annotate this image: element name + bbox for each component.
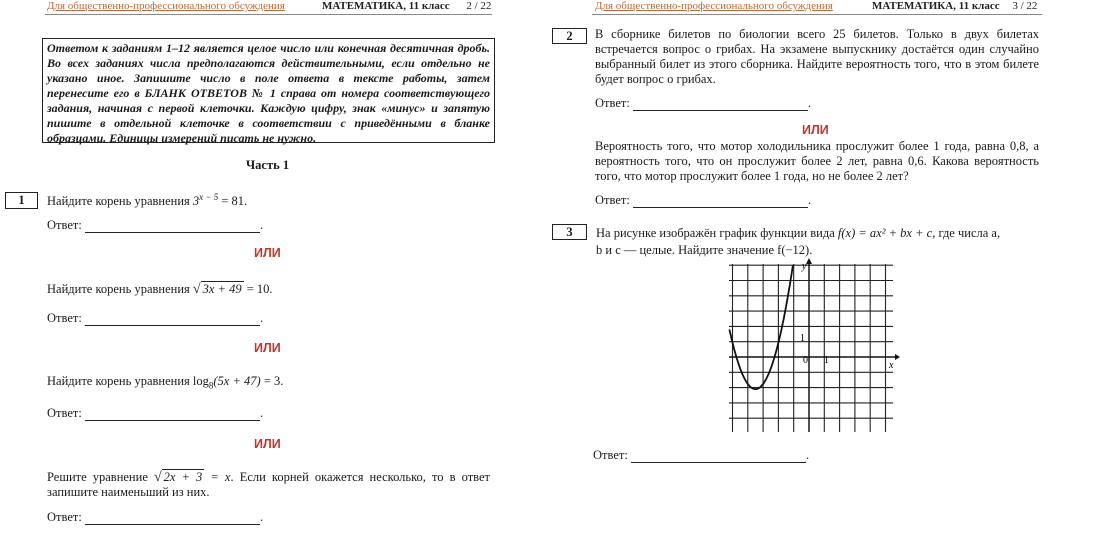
answer-4-field[interactable] [85, 511, 260, 525]
x-axis-arrow-icon [895, 354, 900, 360]
answer-task-2: Ответ: . [595, 96, 812, 110]
task-3-suffix: , где числа a, [932, 226, 1001, 240]
left-header-rule [45, 14, 492, 15]
part-title: Часть 1 [246, 158, 290, 172]
answer-1-label: Ответ: [47, 218, 82, 232]
parabola-graph [725, 258, 900, 436]
answer-3-label: Ответ: [47, 406, 82, 420]
left-header-subject [322, 0, 491, 12]
variant-2-rest: = 10. [246, 282, 273, 296]
variant-3-log-base: 8 [208, 380, 214, 391]
origin-label: 0 [803, 355, 808, 366]
right-header-page: 3 / 22 [1012, 0, 1038, 12]
answer-task-3-field[interactable] [631, 449, 806, 463]
left-header-page: 2 / 22 [466, 0, 492, 12]
task-3-func: f(x) = ax² + bx + c [837, 226, 933, 240]
answer-1: Ответ: . [47, 218, 264, 232]
variant-3-arg: (5x + 47) [213, 374, 261, 388]
task-3-number: 3 [552, 224, 587, 240]
answer-task-2-label: Ответ: [595, 96, 630, 110]
answer-task-3: Ответ: . [593, 448, 810, 462]
answer-1-field[interactable] [85, 219, 260, 233]
task-1-variant-4 [47, 470, 490, 500]
task-3-prefix: На рисунке изображён график функции вида [596, 226, 835, 240]
graph-grid [729, 264, 893, 432]
answer-2-field[interactable] [85, 312, 260, 326]
unit-y-label: 1 [800, 333, 805, 344]
task-2-alt-text: Вероятность того, что мотор холодильника прослужит более 1 года, равна 0,8, а вероятность того, что он прослужит более 2 лет, равна 0,6. Какова вероятность того, что мотор прослужит более 1 года, но не более 2 лет? [595, 139, 1039, 183]
variant-4-radicand: 2x + 3 [163, 470, 203, 484]
answer-3-field[interactable] [85, 407, 260, 421]
task-3-line-1 [596, 226, 1040, 241]
instructions-box: Ответом к заданиям 1–12 является целое число или конечная десятичная дробь. Во всех заданиях числа предполагаются действительными, если отдельно не указано иное. Запишите число в поле ответа в тексте работы, затем перенесите его в БЛАНК ОТВЕТОВ № 1 справа от номера соответствующего задания, начиная с первой клеточки. Каждую цифру, знак «минус» и запятую пишите в отдельной клеточке в соответствии с приведёнными в бланке образцами. Единицы измерений писать не нужно. [42, 38, 495, 143]
task-3-line-2: b и c — целые. Найдите значение f(−12). [596, 243, 813, 257]
variant-3-rest: = 3. [263, 374, 284, 388]
task-2-number: 2 [552, 28, 587, 44]
answer-3: Ответ: . [47, 406, 264, 420]
right-header-subject-text: МАТЕМАТИКА, 11 класс [872, 0, 1000, 12]
x-axis-label: x [889, 360, 894, 371]
answer-task-2-alt-label: Ответ: [595, 193, 630, 207]
y-axis-label: y [802, 261, 807, 272]
variant-4-rest: = x [210, 470, 231, 484]
task-1-number: 1 [5, 192, 38, 209]
variant-1-base: 3 [192, 194, 200, 209]
left-header-subtitle: Для общественно-профессионального обсуждения [47, 0, 285, 12]
variant-4-tail: . Если корней окажется несколько, то в ответ запишите наименьший из них. [47, 470, 491, 499]
task-1-variant-2 [47, 282, 273, 297]
variant-1-exp: x − 5 [199, 192, 219, 202]
variant-4-prefix: Решите уравнение [47, 470, 148, 484]
right-header-rule [592, 14, 1042, 15]
answer-task-2-field[interactable] [633, 97, 808, 111]
variant-2-radicand: 3x + 49 [202, 282, 242, 296]
answer-2: Ответ: . [47, 311, 264, 325]
left-header-subject-text: МАТЕМАТИКА, 11 класс [322, 0, 450, 12]
answer-2-label: Ответ: [47, 311, 82, 325]
variant-3-log: log [192, 374, 209, 388]
sqrt-icon-2: √ [153, 470, 162, 485]
answer-4-label: Ответ: [47, 510, 82, 524]
variant-1-prefix: Найдите корень уравнения [47, 194, 190, 209]
or-label-2: ИЛИ [254, 341, 281, 355]
task-1-variant-3 [47, 374, 283, 394]
unit-x-label: 1 [824, 355, 829, 366]
answer-task-2-alt: Ответ: . [595, 193, 812, 207]
variant-1-rest: = 81. [221, 194, 248, 209]
y-axis-arrow-icon [806, 258, 812, 264]
answer-task-2-alt-field[interactable] [633, 194, 808, 208]
answer-4: Ответ: . [47, 510, 264, 524]
right-header-subject [872, 0, 1037, 12]
variant-3-prefix: Найдите корень уравнения [47, 374, 190, 388]
or-label-4: ИЛИ [802, 123, 829, 137]
task-2-text: В сборнике билетов по биологии всего 25 билетов. Только в двух билетах встречается вопрос о грибах. На экзамене выпускнику достаётся один случайно выбранный билет из этого сборника. Найдите вероятность того, что в этом билете будет вопрос о грибах. [595, 27, 1039, 86]
task-1-variant-1 [47, 190, 247, 209]
variant-2-prefix: Найдите корень уравнения [47, 282, 190, 296]
parabola-curve [729, 265, 793, 389]
answer-task-3-label: Ответ: [593, 448, 628, 462]
sqrt-icon: √ [192, 282, 201, 297]
right-header-subtitle: Для общественно-профессионального обсуждения [595, 0, 833, 12]
or-label-3: ИЛИ [254, 437, 281, 451]
or-label-1: ИЛИ [254, 246, 281, 260]
